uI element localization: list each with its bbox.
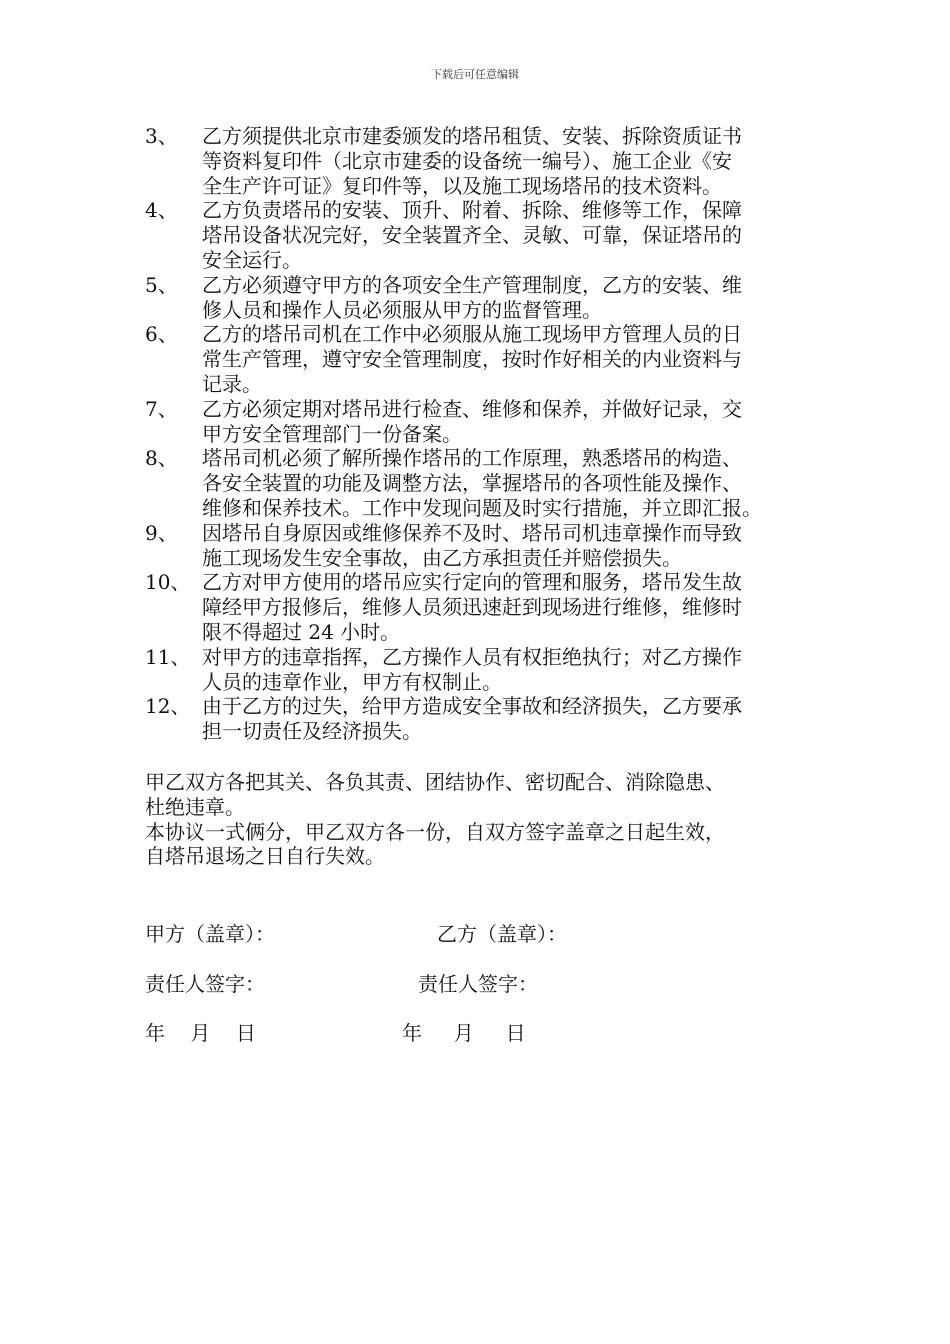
clause-number: 8、 [145,446,178,471]
clause-item [145,322,825,396]
party-b-date-label: 年 月 日 [402,1021,526,1045]
party-a-seal-label: 甲方（盖章）： [145,922,275,946]
page-header-note: 下载后可任意编辑 [431,68,519,81]
clause-text: 乙方必须定期对塔吊进行检查、维修和保养，并做好记录，交 甲方安全管理部门一份备案。 [202,396,742,446]
clause-text: 对甲方的违章指挥，乙方操作人员有权拒绝执行；对乙方操作 人员的违章作业，甲方有权制止。 [202,644,742,694]
party-a-date-label: 年 月 日 [145,1021,256,1045]
clause-text: 乙方对甲方使用的塔吊应实行定向的管理和服务，塔吊发生故 障经甲方报修后，维修人员须迅速赶到现场进行维修，维修时 限不得超过 24 小时。 [202,570,742,644]
clause-item [145,645,825,695]
clause-number: 11、 [145,644,191,669]
clause-number: 6、 [145,322,178,347]
closing-paragraph: 甲乙双方各把其关、各负其责、团结协作、密切配合、消除隐患、 杜绝违章。 本协议一式俩分，甲乙双方各一份，自双方签字盖章之日起生效， 自塔吊退场之日自行失效。 [145,770,725,869]
clause-item [145,570,825,644]
party-b-seal-label: 乙方（盖章）： [437,922,567,946]
clause-text: 由于乙方的过失，给甲方造成安全事故和经济损失，乙方要承 担一切责任及经济损失。 [202,694,742,744]
clause-item [145,198,825,272]
clause-number: 10、 [145,570,191,595]
clause-text: 乙方负责塔吊的安装、顶升、附着、拆除、维修等工作，保障 塔吊设备状况完好，安全装置齐全、灵敏、可靠，保证塔吊的 安全运行。 [202,198,742,272]
clause-number: 7、 [145,396,178,421]
clause-item [145,273,825,323]
clause-item [145,694,825,744]
party-a-signature-label: 责任人签字： [145,972,265,996]
clause-number: 9、 [145,520,178,545]
party-b-signature-label: 责任人签字： [418,972,538,996]
clause-item [145,446,825,520]
clause-text: 因塔吊自身原因或维修保养不及时、塔吊司机违章操作而导致 施工现场发生安全事故，由乙方承担责任并赔偿损失。 [202,520,742,570]
clause-text: 乙方的塔吊司机在工作中必须服从施工现场甲方管理人员的日 常生产管理，遵守安全管理制度，按时作好相关的内业资料与 记录。 [202,322,742,396]
clause-number: 5、 [145,272,178,297]
clause-number: 4、 [145,198,178,223]
clause-number: 3、 [145,124,178,148]
clause-list [145,124,825,744]
clause-text: 乙方必须遵守甲方的各项安全生产管理制度，乙方的安装、维 修人员和操作人员必须服从甲方的监督管理。 [202,272,742,322]
clause-text: 塔吊司机必须了解所操作塔吊的工作原理，熟悉塔吊的构造、 各安全装置的功能及调整方法，掌握塔吊的各项性能及操作、 维修和保养技术。工作中发现问题及时实行措施，并立即汇报。 [202,446,762,520]
clause-number: 12、 [145,694,191,719]
clause-item [145,124,825,198]
clause-text: 乙方须提供北京市建委颁发的塔吊租赁、安装、拆除资质证书 等资料复印件（北京市建委的设备统一编号）、施工企业《安 全生产许可证》复印件等，以及施工现场塔吊的技术资料。 [202,124,742,198]
clause-item [145,521,825,571]
clause-item [145,397,825,447]
